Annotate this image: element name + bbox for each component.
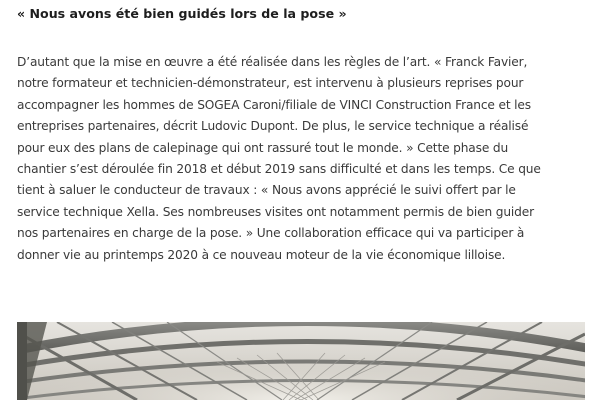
paragraph-line: pour eux des plans de calepinage qui ont rassuré tout le monde. » Cette phase du (17, 140, 509, 155)
paragraph-line: notre formateur et technicien-démonstrateur, est intervenu à plusieurs reprises pour (17, 76, 524, 91)
construction-roof-photo (17, 322, 585, 400)
paragraph-line: accompagner les hommes de SOGEA Caroni/filiale de VINCI Construction France et les (17, 97, 531, 112)
section-heading: « Nous avons été bien guidés lors de la pose » (17, 6, 347, 21)
paragraph-line: D’autant que la mise en œuvre a été réalisée dans les règles de l’art. « Franck Favier, (17, 55, 528, 69)
paragraph-line: nos partenaires en charge de la pose. » Une collaboration efficace qui va participer à (17, 226, 525, 241)
paragraph-line: entreprises partenaires, décrit Ludovic Dupont. De plus, le service technique a réalisé (17, 119, 529, 134)
paragraph-line: donner vie au printemps 2020 à ce nouveau moteur de la vie économique lilloise. (17, 247, 506, 262)
paragraph-line: tient à saluer le conducteur de travaux : « Nous avons apprécié le suivi offert par le (17, 183, 516, 198)
paragraph-line: service technique Xella. Ses nombreuses visites ont notamment permis de bien guider (17, 204, 534, 219)
roof-structure-illustration (17, 322, 585, 400)
paragraph-line: chantier s’est déroulée fin 2018 et début 2019 sans difficulté et dans les temps. Ce que (17, 162, 541, 177)
article-paragraph (17, 52, 600, 266)
